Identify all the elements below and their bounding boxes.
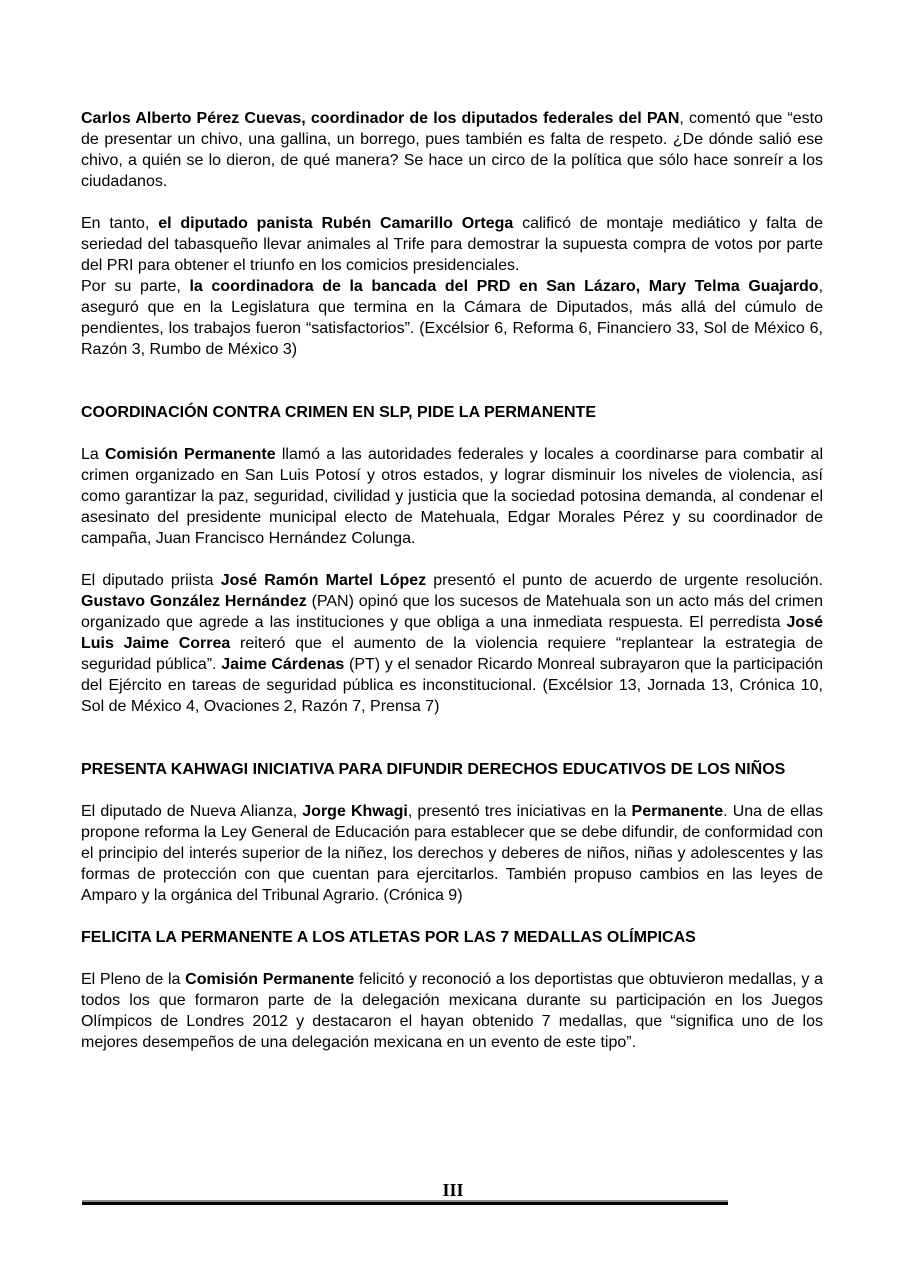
body-paragraph xyxy=(81,570,823,717)
bold-text-run: COORDINACIÓN CONTRA CRIMEN EN SLP, PIDE LA PERMANENTE xyxy=(81,404,596,421)
bold-text-run: Comisión Permanente xyxy=(185,971,355,988)
page-footer xyxy=(0,1181,906,1205)
document-body xyxy=(81,108,823,1053)
bold-text-run: Jorge Khwagi xyxy=(302,803,408,820)
text-run: (PAN) opinó que los sucesos de Matehuala son un acto más del crimen organizado que agrede a las instituciones y que obliga a una inmediata respuesta. El perredista xyxy=(81,593,823,631)
footer-rule-thick-line xyxy=(82,1202,728,1205)
bold-text-run: Permanente xyxy=(631,803,724,820)
bold-text-run: la coordinadora de la bancada del PRD en San Lázaro, Mary Telma Guajardo xyxy=(189,278,819,295)
text-run: , comentó que “esto de presentar un chivo, una gallina, un borrego, pues también es falta de respeto. ¿De dónde salió ese chivo, a quién se lo dieron, de qué manera? Se hace un circo de la política que sólo hace sonreír a los ciudadanos. xyxy=(81,110,823,190)
text-run: El diputado de Nueva Alianza, xyxy=(81,803,303,820)
text-run: En tanto, xyxy=(81,215,159,232)
body-paragraph xyxy=(81,213,823,276)
text-run: (PT) y el senador Ricardo Monreal subrayaron que la participación del Ejército en tareas de seguridad pública es inconstitucional. (Excélsior 13, Jornada 13, Crónica 10, Sol de México 4, Ovaciones 2, Razón 7, Prensa 7) xyxy=(81,656,823,715)
text-run: felicitó y reconoció a los deportistas que obtuvieron medallas, y a todos los que formaron parte de la delegación mexicana durante su participación en los Juegos Olímpicos de Londres 2012 y destacaron el hayan obtenido 7 medallas, que “significa uno de los mejores desempeños de una delegación mexicana en un evento de este tipo”. xyxy=(81,971,823,1051)
text-run: La xyxy=(81,446,105,463)
bold-text-run: Jaime Cárdenas xyxy=(221,656,345,673)
text-run: presentó el punto de acuerdo de urgente resolución. xyxy=(426,572,824,589)
text-run: llamó a las autoridades federales y locales a coordinarse para combatir al crimen organizado en San Luis Potosí y otros estados, y lograr disminuir los niveles de violencia, así como garantizar la paz, seguridad, civilidad y justicia que la sociedad potosina demanda, al condenar el asesinato del presidente municipal electo de Matehuala, Edgar Morales Pérez y su coordinador de campaña, Juan Francisco Hernández Colunga. xyxy=(81,446,823,547)
bold-text-run: José Luis Jaime Correa xyxy=(81,614,823,652)
bold-text-run: FELICITA LA PERMANENTE A LOS ATLETAS POR LAS 7 MEDALLAS OLÍMPICAS xyxy=(81,929,696,946)
text-run: , presentó tres iniciativas en la xyxy=(407,803,632,820)
text-run: Por su parte, xyxy=(81,278,190,295)
text-run: calificó de montaje mediático y falta de seriedad del tabasqueño llevar animales al Trife para demostrar la supuesta compra de votos por parte del PRI para obtener el triunfo en los comicios presidenciales. xyxy=(81,215,823,274)
body-paragraph xyxy=(81,444,823,549)
bold-text-run: PRESENTA KAHWAGI INICIATIVA PARA DIFUNDIR DERECHOS EDUCATIVOS DE LOS NIÑOS xyxy=(81,761,786,778)
bold-text-run: el diputado panista Rubén Camarillo Ortega xyxy=(158,215,514,232)
body-paragraph xyxy=(81,108,823,192)
page-number: III xyxy=(442,1180,464,1200)
text-run: El diputado priista xyxy=(81,572,221,589)
footer-rule xyxy=(82,1200,728,1205)
bold-text-run: José Ramón Martel López xyxy=(220,572,427,589)
body-paragraph xyxy=(81,276,823,360)
text-run: reiteró que el aumento de la violencia requiere “replantear la estrategia de seguridad pública”. xyxy=(81,635,823,673)
text-run: El Pleno de la xyxy=(81,971,186,988)
section-heading xyxy=(81,402,823,423)
bold-text-run: Gustavo González Hernández xyxy=(81,593,307,610)
body-paragraph xyxy=(81,969,823,1053)
bold-text-run: Comisión Permanente xyxy=(104,446,276,463)
text-run: , aseguró que en la Legislatura que termina en la Cámara de Diputados, más allá del cúmulo de pendientes, los trabajos fueron “satisfactorios”. (Excélsior 6, Reforma 6, Financiero 33, Sol de México 6, Razón 3, Rumbo de México 3) xyxy=(81,278,824,358)
section-heading xyxy=(81,759,823,780)
section-heading xyxy=(81,927,823,948)
bold-text-run: Carlos Alberto Pérez Cuevas, coordinador de los diputados federales del PAN xyxy=(81,110,680,127)
text-run: . Una de ellas propone reforma la Ley General de Educación para establecer que se debe difundir, de conformidad con el principio del interés superior de la niñez, los derechos y deberes de niños, niñas y adolescentes y las formas de protección con que cuentan para ejercitarlos. También propuso cambios en las leyes de Amparo y la orgánica del Tribunal Agrario. (Crónica 9) xyxy=(81,803,823,904)
body-paragraph xyxy=(81,801,823,906)
